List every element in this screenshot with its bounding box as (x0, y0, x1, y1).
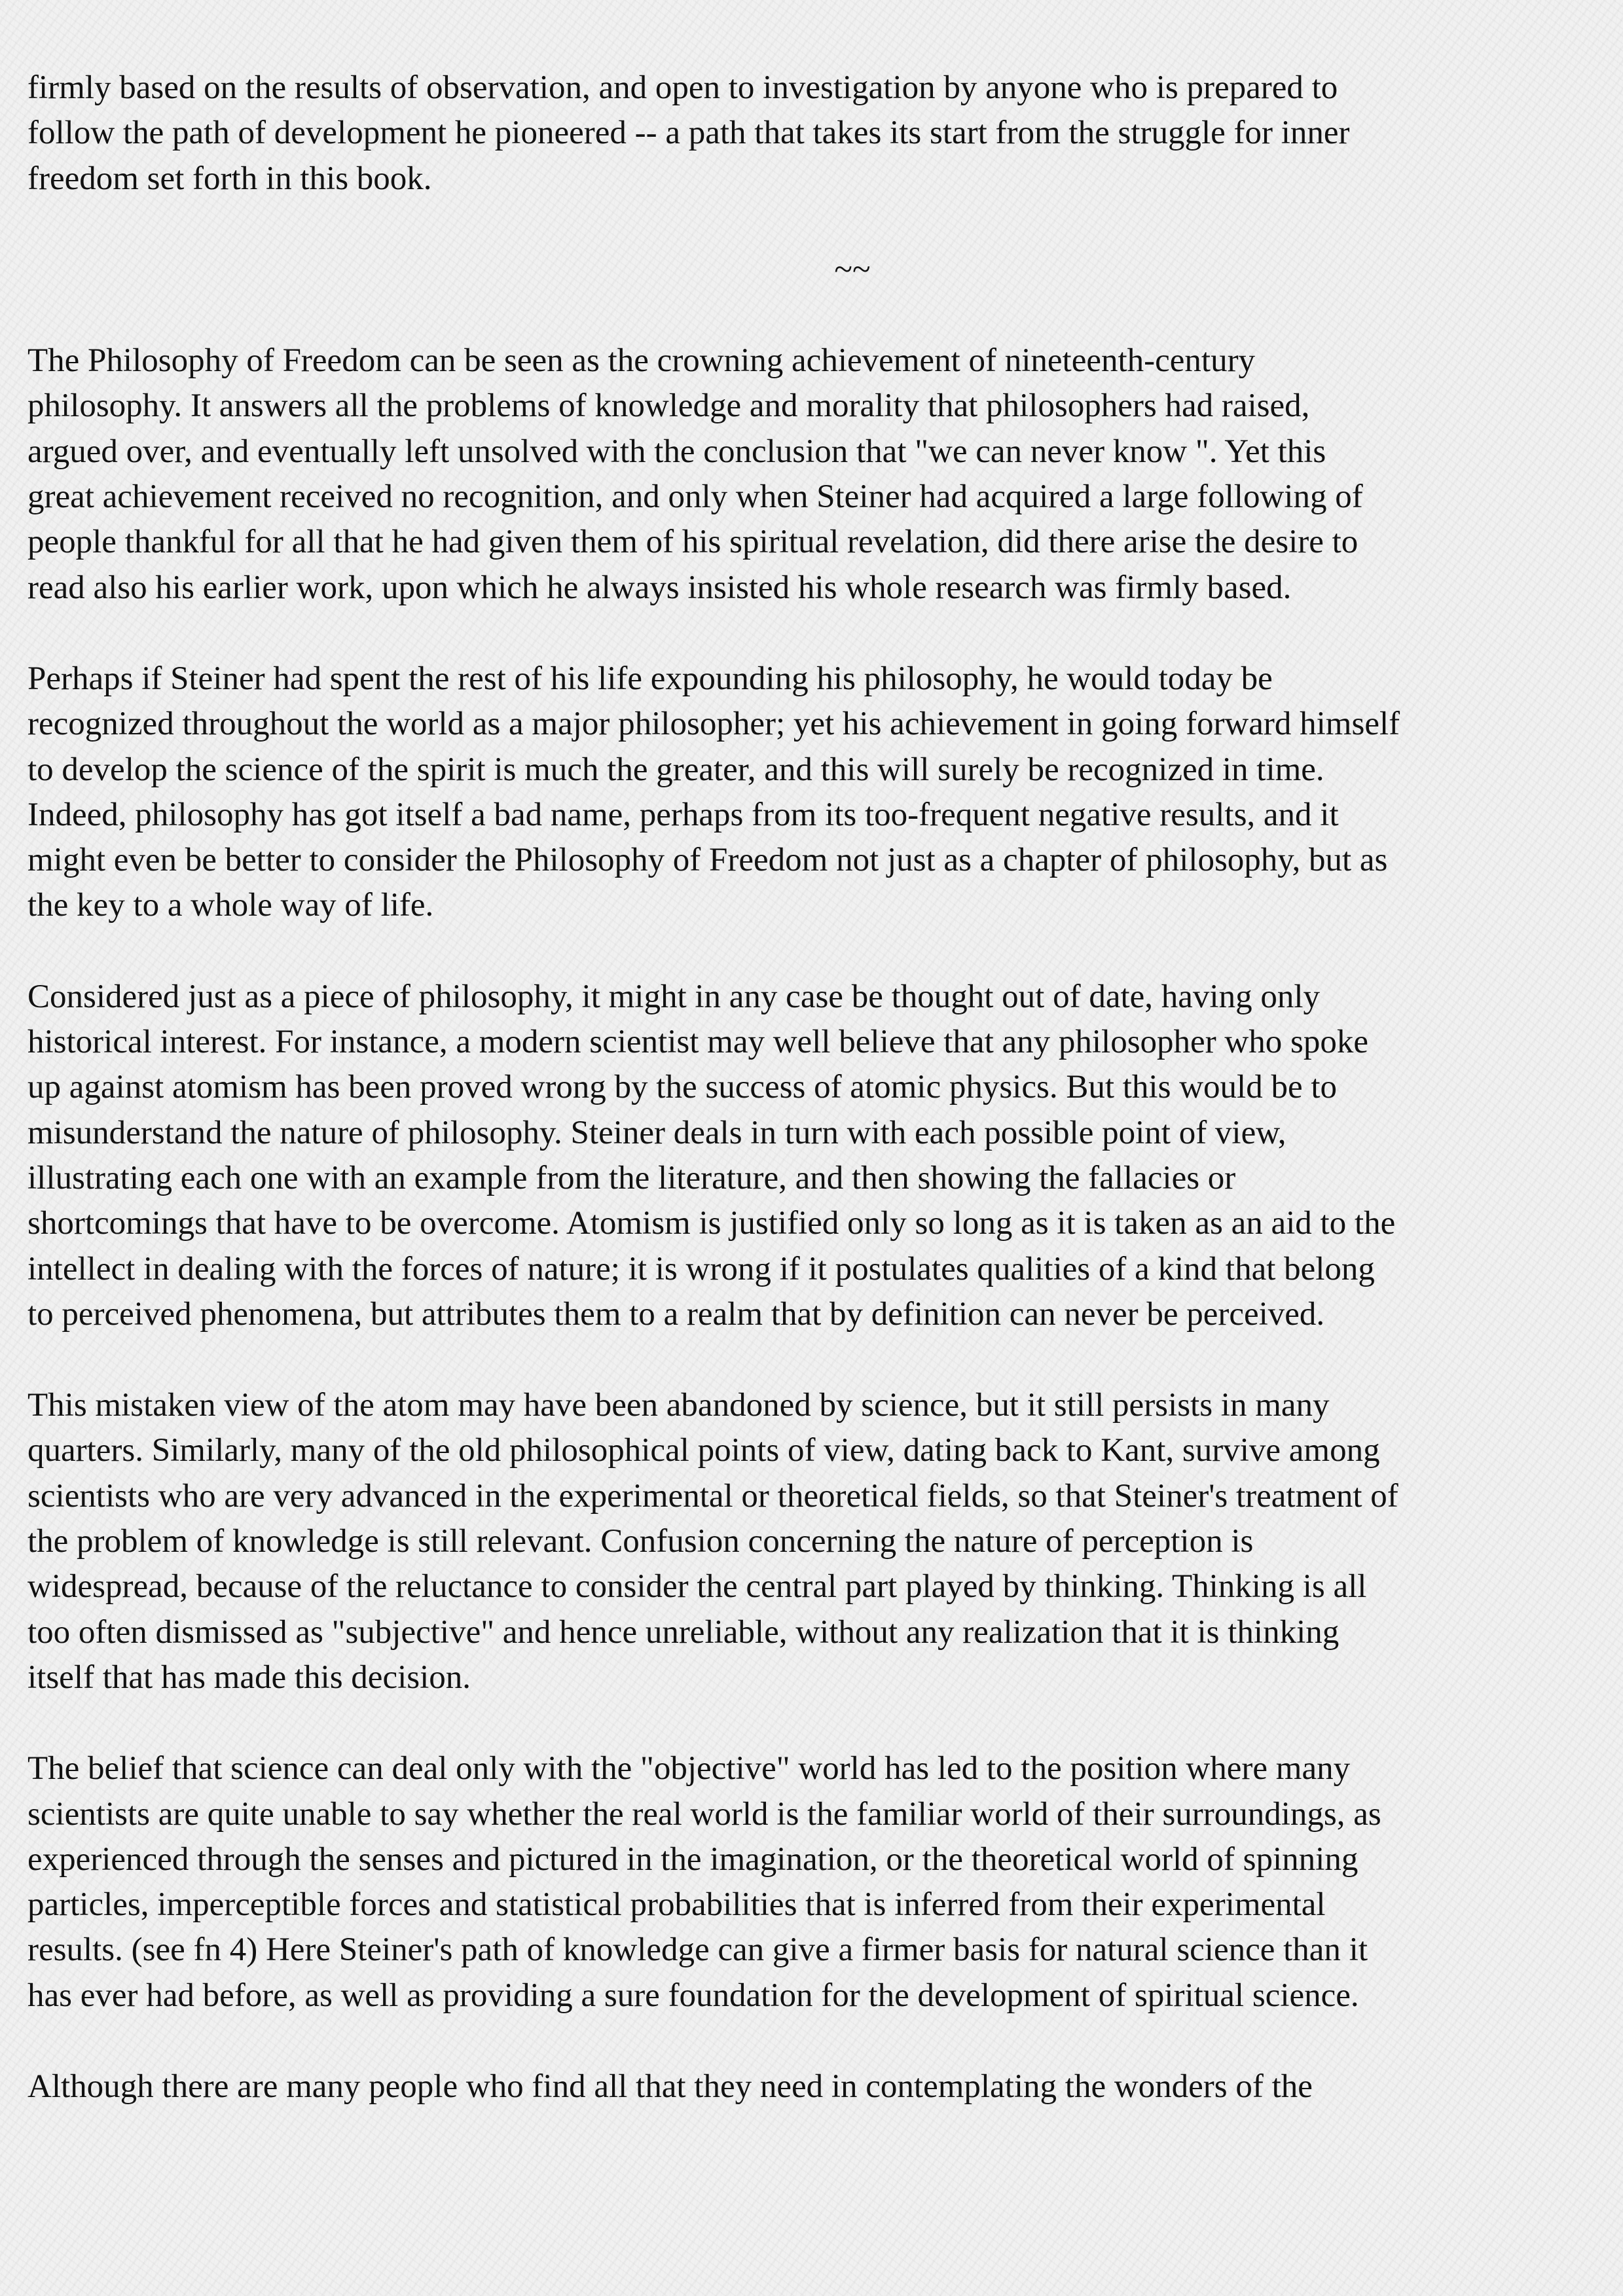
text-line: to develop the science of the spirit is much the greater, and this will surely be recognized in time. (27, 751, 1324, 788)
paragraph-objective-world (27, 1746, 1599, 2018)
text-line: shortcomings that have to be overcome. Atomism is justified only so long as it is taken as an aid to the (27, 1205, 1396, 1242)
text-line: freedom set forth in this book. (27, 160, 432, 197)
text-line: experienced through the senses and pictured in the imagination, or the theoretical world of spinning (27, 1840, 1359, 1878)
text-line: might even be better to consider the Philosophy of Freedom not just as a chapter of philosophy, but as (27, 842, 1388, 879)
text-line: Considered just as a piece of philosophy, it might in any case be thought out of date, having only (27, 978, 1320, 1015)
text-line: widespread, because of the reluctance to consider the central part played by thinking. Thinking is all (27, 1568, 1367, 1605)
text-line: misunderstand the nature of philosophy. Steiner deals in turn with each possible point of view, (27, 1114, 1286, 1151)
text-line: quarters. Similarly, many of the old philosophical points of view, dating back to Kant, survive among (27, 1432, 1380, 1469)
paragraph-mistaken-view (27, 1383, 1599, 1700)
paragraph-major-philosopher (27, 656, 1599, 929)
text-line: follow the path of development he pioneered -- a path that takes its start from the struggle for inner (27, 115, 1350, 152)
section-separator: ~~ (834, 251, 871, 288)
text-line: read also his earlier work, upon which he always insisted his whole research was firmly based. (27, 569, 1292, 606)
text-line: scientists who are very advanced in the experimental or theoretical fields, so that Steiner's treatment of (27, 1477, 1398, 1515)
text-line: results. (see fn 4) Here Steiner's path of knowledge can give a firmer basis for natural science than it (27, 1931, 1368, 1969)
text-line: the key to a whole way of life. (27, 887, 434, 924)
text-line: great achievement received no recognition, and only when Steiner had acquired a large following of (27, 478, 1363, 516)
text-line: itself that has made this decision. (27, 1659, 471, 1696)
text-line: illustrating each one with an example from the literature, and then showing the fallacies or (27, 1159, 1236, 1196)
text-line: has ever had before, as well as providing a sure foundation for the development of spiritual science. (27, 1977, 1359, 2014)
text-line: historical interest. For instance, a modern scientist may well believe that any philosopher who spoke (27, 1024, 1368, 1061)
text-line: scientists are quite unable to say whether the real world is the familiar world of their surroundings, as (27, 1795, 1381, 1833)
text-line: Although there are many people who find all that they need in contemplating the wonders of the (27, 2068, 1313, 2105)
text-line: to perceived phenomena, but attributes them to a realm that by definition can never be perceived. (27, 1295, 1325, 1333)
text-line: Indeed, philosophy has got itself a bad name, perhaps from its too-frequent negative results, and it (27, 796, 1339, 833)
text-line: the problem of knowledge is still relevant. Confusion concerning the nature of perception is (27, 1523, 1254, 1560)
text-line: This mistaken view of the atom may have been abandoned by science, but it still persists in many (27, 1387, 1330, 1424)
text-line: The Philosophy of Freedom can be seen as the crowning achievement of nineteenth-century (27, 342, 1256, 380)
text-line: The belief that science can deal only with the "objective" world has led to the position where many (27, 1750, 1351, 1787)
text-line: Perhaps if Steiner had spent the rest of his life expounding his philosophy, he would today be (27, 660, 1273, 697)
paragraph-crowning-achievement (27, 338, 1599, 611)
paragraph-atomism (27, 975, 1599, 1337)
text-line: recognized throughout the world as a major philosopher; yet his achievement in going forward himself (27, 706, 1400, 743)
text-line: firmly based on the results of observation, and open to investigation by anyone who is prepared to (27, 69, 1338, 106)
text-line: people thankful for all that he had given them of his spiritual revelation, did there arise the desire to (27, 524, 1359, 561)
text-line: argued over, and eventually left unsolved with the conclusion that "we can never know ". Yet this (27, 433, 1326, 470)
text-line: intellect in dealing with the forces of nature; it is wrong if it postulates qualities of a kind that belong (27, 1250, 1375, 1287)
text-line: philosophy. It answers all the problems of knowledge and morality that philosophers had raised, (27, 387, 1310, 425)
opening-paragraph (27, 65, 1599, 202)
text-line: particles, imperceptible forces and statistical probabilities that is inferred from their experimental (27, 1886, 1326, 1924)
paragraph-closing-fragment (27, 2064, 1599, 2109)
text-line: up against atomism has been proved wrong by the success of atomic physics. But this would be to (27, 1069, 1338, 1106)
text-line: too often dismissed as "subjective" and hence unreliable, without any realization that it is thinking (27, 1613, 1340, 1651)
document-page (27, 65, 1599, 2155)
